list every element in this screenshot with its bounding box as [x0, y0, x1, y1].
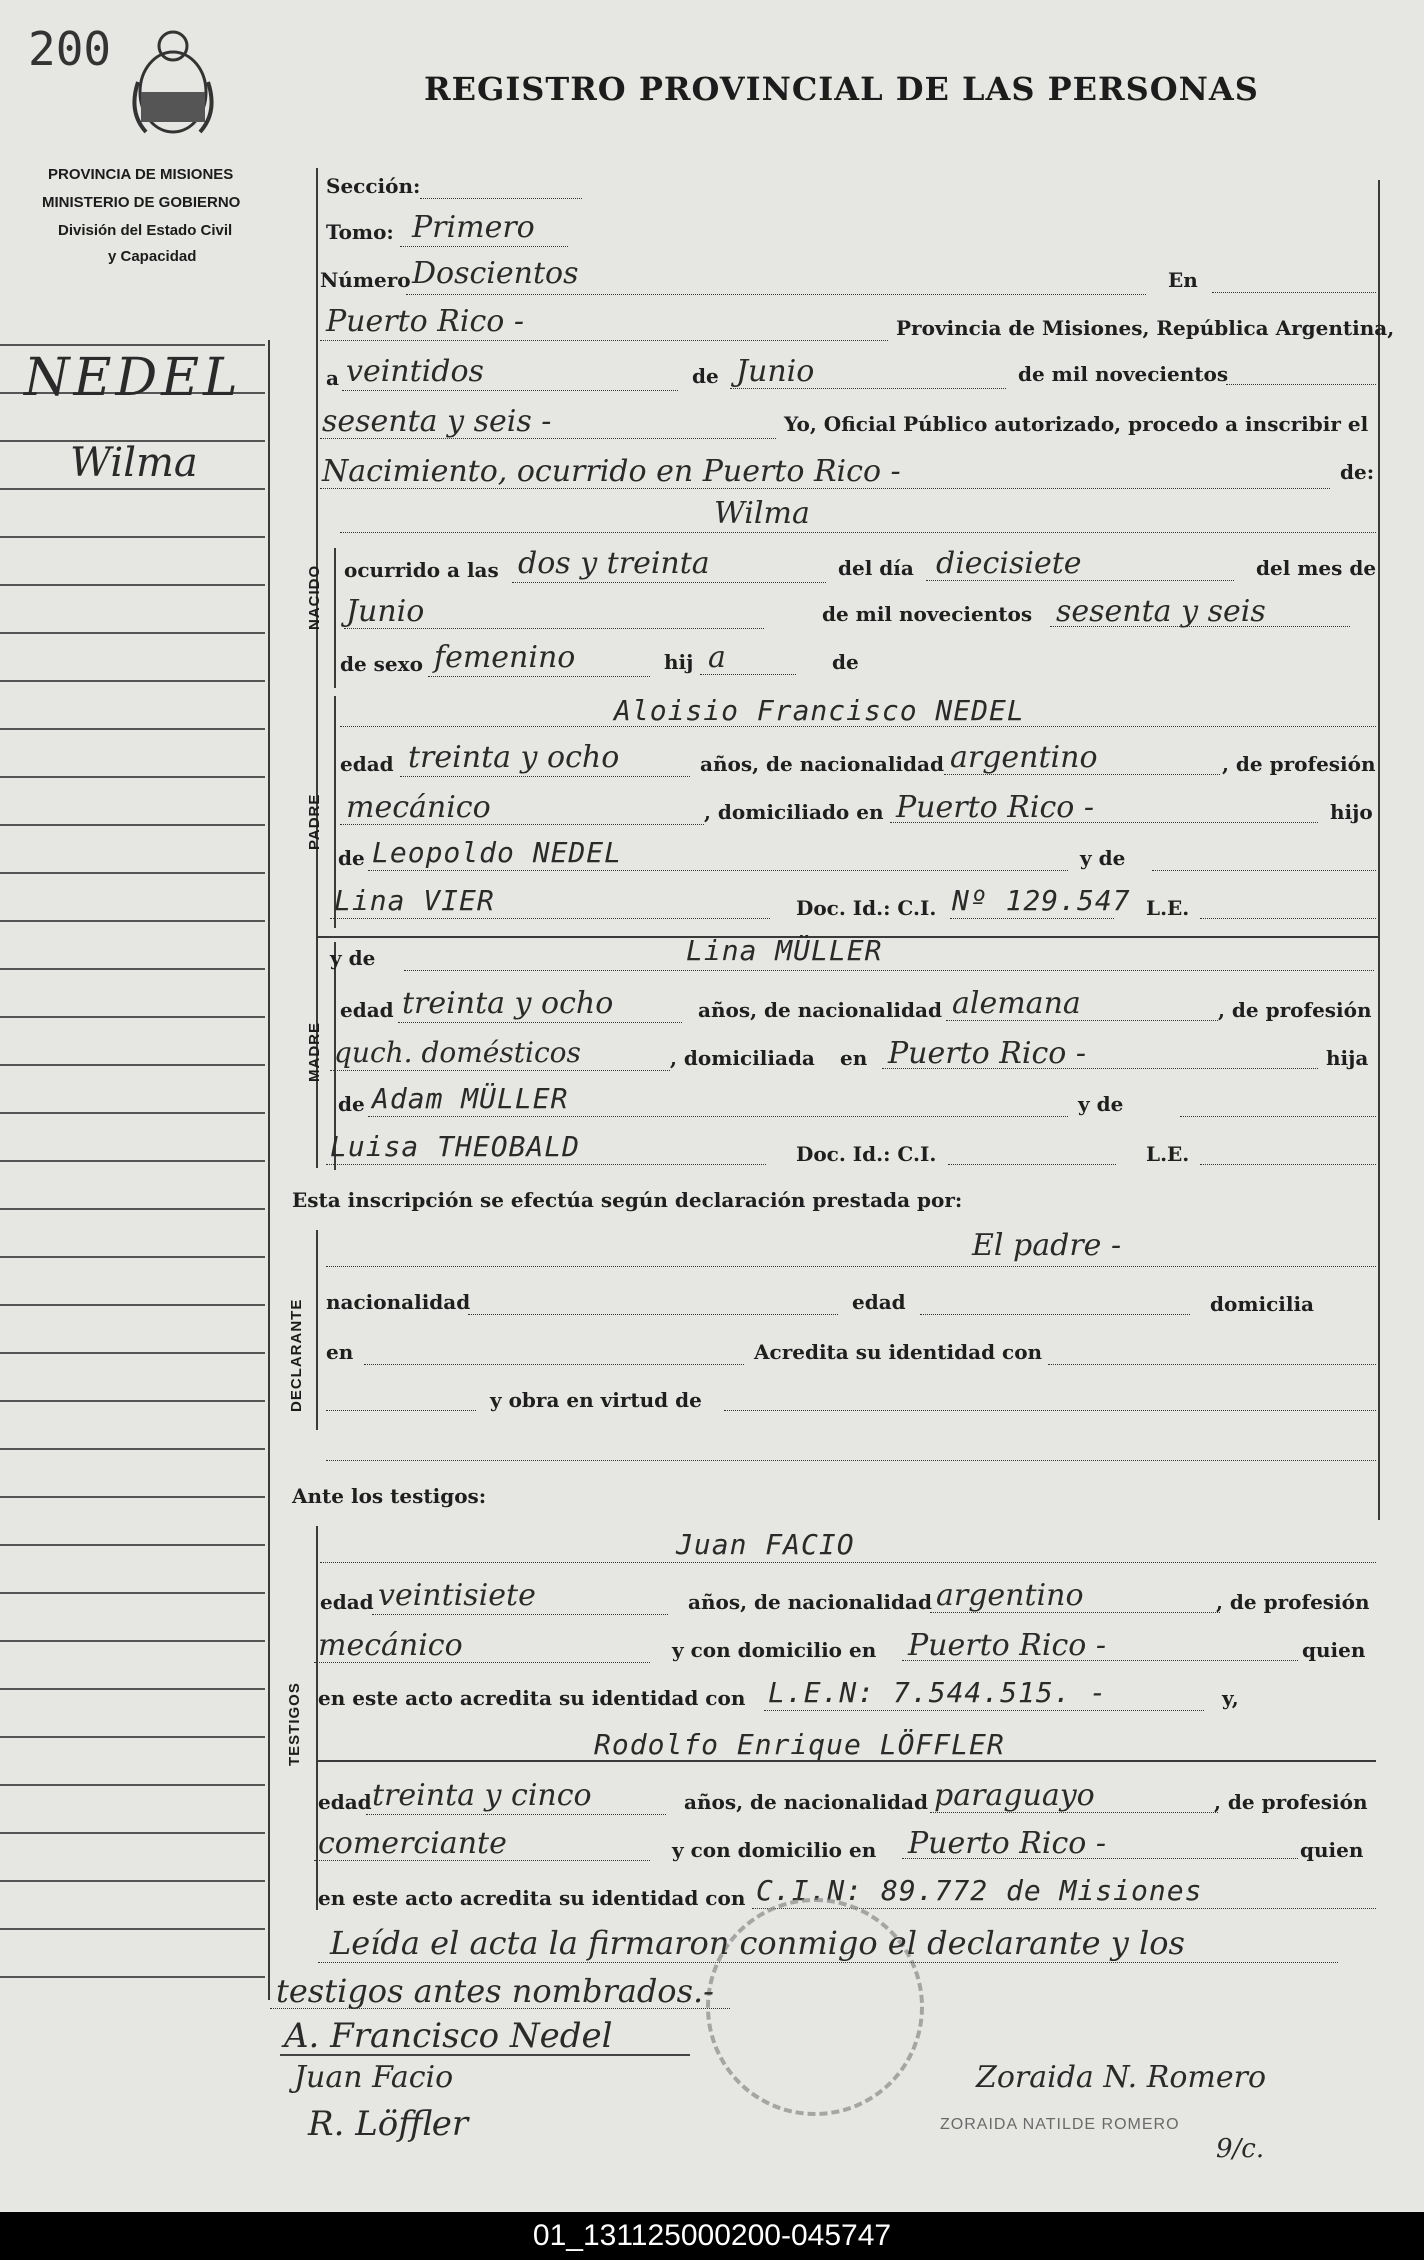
acto-value: Nacimiento, ocurrido en Puerto Rico -	[322, 454, 901, 489]
numero-label: Número	[320, 268, 411, 292]
document-id-footer: 01_131125000200-045747	[0, 2212, 1424, 2260]
hija-suffix: a	[708, 640, 726, 675]
madre-father: Adam MÜLLER	[372, 1082, 569, 1115]
madre-doc-label: Doc. Id.: C.I.	[796, 1142, 937, 1166]
issuer-line-2: MINISTERIO DE GOBIERNO	[42, 194, 241, 211]
madre-nac-label: años, de nacionalidad	[698, 998, 942, 1022]
testigo2-nac-label: años, de nacionalidad	[684, 1790, 928, 1814]
testigo2-dom: Puerto Rico -	[908, 1826, 1106, 1861]
declarante-acredita-label: Acredita su identidad con	[754, 1340, 1043, 1364]
child-name: Wilma	[714, 496, 810, 531]
madre-prof-label: , de profesión	[1218, 998, 1372, 1022]
margin-ruled-line	[0, 920, 265, 922]
testigo1-nac-label: años, de nacionalidad	[688, 1590, 932, 1614]
folio-number: 200	[28, 22, 112, 76]
testigo1-prof: mecánico	[318, 1628, 463, 1663]
testigo1-doc: L.E.N: 7.544.515. -	[768, 1676, 1108, 1709]
testigo2-name: Rodolfo Enrique LÖFFLER	[594, 1728, 1005, 1761]
padre-hijo-label: hijo	[1330, 800, 1373, 824]
margin-ruled-line	[0, 728, 265, 730]
signature-father: A. Francisco Nedel	[284, 2016, 613, 2056]
madre-nac-value: alemana	[952, 986, 1081, 1021]
margin-ruled-line	[0, 1736, 265, 1738]
anio-value: sesenta y seis	[1056, 594, 1266, 629]
declarante-border	[316, 1230, 318, 1430]
testigo1-dom: Puerto Rico -	[908, 1628, 1106, 1663]
madre-prof-value: quch. domésticos	[334, 1036, 581, 1069]
testigo1-acredita-label: en este acto acredita su identidad con	[318, 1686, 746, 1710]
madre-dom-value: Puerto Rico -	[888, 1036, 1086, 1071]
tomo-value: Primero	[412, 210, 535, 245]
margin-border	[268, 340, 270, 2000]
margin-ruled-line	[0, 1256, 265, 1258]
madre-le-label: L.E.	[1146, 1142, 1190, 1166]
testigo1-edad: veintisiete	[378, 1578, 536, 1613]
de-colon-label: de:	[1340, 460, 1375, 484]
padre-doc-label: Doc. Id.: C.I.	[796, 896, 937, 920]
en-label: En	[1168, 268, 1198, 292]
closing-line-2: testigos antes nombrados.-	[276, 1972, 714, 2010]
padre-prof-label: , de profesión	[1222, 752, 1376, 776]
declarante-en-label: en	[326, 1340, 354, 1364]
page-title: REGISTRO PROVINCIAL DE LAS PERSONAS	[424, 70, 1259, 108]
padre-dom-value: Puerto Rico -	[896, 790, 1094, 825]
testigo2-prof: comerciante	[318, 1826, 507, 1861]
testigo2-acredita-label: en este acto acredita su identidad con	[318, 1886, 746, 1910]
margin-ruled-line	[0, 632, 265, 634]
signature-witness-2: R. Löffler	[308, 2104, 469, 2144]
testigo1-dom-label: y con domicilio en	[672, 1638, 877, 1662]
margin-ruled-line	[0, 1496, 265, 1498]
hija-label: hij	[664, 650, 694, 674]
issuer-line-4: y Capacidad	[108, 248, 197, 265]
madre-dom-label: , domiciliada	[670, 1046, 815, 1070]
padre-edad-value: treinta y ocho	[408, 740, 620, 775]
margin-ruled-line	[0, 1592, 265, 1594]
mil-novecientos-label-2: de mil novecientos	[822, 602, 1033, 626]
year-value: sesenta y seis -	[322, 404, 552, 439]
testigo2-doc: C.I.N: 89.772 de Misiones	[756, 1874, 1203, 1907]
declarante-value: El padre -	[972, 1228, 1122, 1263]
testigo2-prof-label: , de profesión	[1214, 1790, 1368, 1814]
padre-prof-value: mecánico	[346, 790, 491, 825]
madre-mother: Luisa THEOBALD	[330, 1130, 581, 1163]
margin-ruled-line	[0, 1832, 265, 1834]
margin-ruled-line	[0, 584, 265, 586]
margin-ruled-line	[0, 1640, 265, 1642]
testigo1-y-label: y,	[1222, 1686, 1239, 1710]
testigo1-prof-label: , de profesión	[1216, 1590, 1370, 1614]
issuer-line-3: División del Estado Civil	[58, 222, 233, 239]
signature-witness-1: Juan Facio	[294, 2060, 454, 2095]
padre-mother: Lina VIER	[334, 884, 495, 917]
seccion-label: Sección:	[326, 174, 421, 198]
section-declarante: DECLARANTE	[288, 1298, 305, 1412]
de-label-2: de	[832, 650, 859, 674]
padre-doc-value: Nº 129.547	[952, 884, 1131, 917]
testigo1-quien-label: quien	[1302, 1638, 1366, 1662]
margin-ruled-line	[0, 1544, 265, 1546]
margin-ruled-line	[0, 1112, 265, 1114]
testigo2-nac: paraguayo	[934, 1778, 1095, 1813]
margin-given-name: Wilma	[70, 440, 198, 486]
padre-dom-label: , domiciliado en	[704, 800, 884, 824]
issuer-line-1: PROVINCIA DE MISIONES	[48, 166, 234, 183]
declarante-obra-label: y obra en virtud de	[490, 1388, 702, 1412]
de-label-1: de	[692, 364, 719, 388]
testigo2-dom-label: y con domicilio en	[672, 1838, 877, 1862]
madre-edad-value: treinta y ocho	[402, 986, 614, 1021]
declarante-edad-label: edad	[852, 1290, 906, 1314]
mes-value: Junio	[346, 594, 425, 629]
madre-hija-label: hija	[1326, 1046, 1369, 1070]
margin-ruled-line	[0, 968, 265, 970]
testigo1-name: Juan FACIO	[676, 1528, 855, 1561]
margin-ruled-line	[0, 1064, 265, 1066]
margin-ruled-line	[0, 1016, 265, 1018]
margin-ruled-line	[0, 824, 265, 826]
sexo-label: de sexo	[340, 652, 423, 676]
sexo-value: femenino	[434, 640, 576, 675]
margin-ruled-line	[0, 1304, 265, 1306]
margin-ruled-line	[0, 488, 265, 490]
madre-edad-label: edad	[340, 998, 394, 1022]
section-nacido: NACIDO	[306, 564, 323, 630]
form-left-border	[316, 168, 318, 1168]
stamp-mark: 9/c.	[1216, 2134, 1265, 2164]
margin-ruled-line	[0, 872, 265, 874]
testigo1-edad-label: edad	[320, 1590, 374, 1614]
closing-line-1: Leída el acta la firmaron conmigo el declarante y los	[330, 1924, 1185, 1962]
margin-surname: NEDEL	[24, 348, 242, 408]
form-right-border	[1378, 180, 1380, 1520]
margin-ruled-line	[0, 1928, 265, 1930]
margin-ruled-line	[0, 1352, 265, 1354]
margin-ruled-line	[0, 1160, 265, 1162]
oficial-text: Yo, Oficial Público autorizado, procedo a inscribir el	[784, 412, 1369, 436]
tomo-label: Tomo:	[326, 220, 394, 244]
numero-value: Doscientos	[412, 256, 579, 291]
madre-de-label: de	[338, 1092, 365, 1116]
section-padre: PADRE	[306, 793, 323, 850]
nacido-border	[334, 548, 336, 688]
margin-ruled-line	[0, 1208, 265, 1210]
margin-ruled-line	[0, 1976, 265, 1978]
a-label: a	[326, 366, 339, 390]
margin-ruled-line	[0, 344, 265, 346]
signature-father-line	[280, 2054, 690, 2056]
margin-ruled-line	[0, 680, 265, 682]
section-madre: MADRE	[306, 1022, 323, 1082]
margin-ruled-line	[0, 1880, 265, 1882]
del-dia-label: del día	[838, 556, 914, 580]
padre-edad-label: edad	[340, 752, 394, 776]
testigo2-quien-label: quien	[1300, 1838, 1364, 1862]
testigo2-edad: treinta y cinco	[372, 1778, 592, 1813]
del-mes-label: del mes de	[1256, 556, 1377, 580]
declarante-dom-label: domicilia	[1210, 1292, 1315, 1316]
padre-nac-value: argentino	[950, 740, 1098, 775]
padre-father: Leopoldo NEDEL	[372, 836, 623, 869]
margin-ruled-line	[0, 1400, 265, 1402]
day-value: veintidos	[346, 354, 484, 389]
margin-ruled-line	[0, 776, 265, 778]
padre-de-label: de	[338, 846, 365, 870]
dia-value: diecisiete	[936, 546, 1082, 581]
padre-le-label: L.E.	[1146, 896, 1190, 920]
official-name-stamp: ZORAIDA NATILDE ROMERO	[940, 2116, 1180, 2133]
declarante-intro: Esta inscripción se efectúa según declaración prestada por:	[292, 1188, 963, 1212]
madre-name: Lina MÜLLER	[686, 934, 883, 967]
margin-ruled-line	[0, 1448, 265, 1450]
provincia-text: Provincia de Misiones, República Argentina,	[896, 316, 1395, 340]
margin-ruled-line	[0, 536, 265, 538]
padre-y-de-label: y de	[1080, 846, 1126, 870]
madre-en-label: en	[840, 1046, 868, 1070]
mil-novecientos-label: de mil novecientos	[1018, 362, 1229, 386]
signature-official: Zoraida N. Romero	[976, 2060, 1267, 2095]
testigo2-edad-label: edad	[318, 1790, 372, 1814]
padre-name: Aloisio Francisco NEDEL	[614, 694, 1025, 727]
margin-ruled-line	[0, 1784, 265, 1786]
month-value: Junio	[736, 354, 815, 389]
ocurrido-label: ocurrido a las	[344, 558, 499, 582]
madre-y-de-label: y de	[330, 946, 376, 970]
place-value: Puerto Rico -	[326, 304, 524, 339]
madre-y-de-label-2: y de	[1078, 1092, 1124, 1116]
padre-nac-label: años, de nacionalidad	[700, 752, 944, 776]
testigo1-nac: argentino	[936, 1578, 1084, 1613]
testigos-intro: Ante los testigos:	[292, 1484, 487, 1508]
national-crest-icon	[126, 22, 220, 142]
hora-value: dos y treinta	[518, 546, 710, 581]
declarante-nac-label: nacionalidad	[326, 1290, 471, 1314]
margin-ruled-line	[0, 1688, 265, 1690]
section-testigos: TESTIGOS	[286, 1682, 303, 1766]
